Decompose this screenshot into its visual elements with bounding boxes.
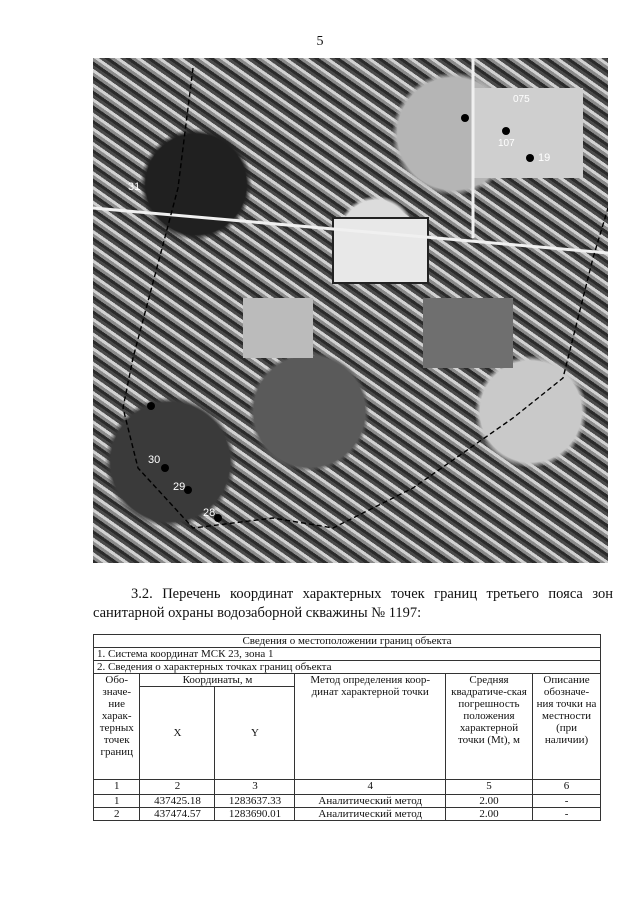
aerial-map-image xyxy=(93,58,608,563)
header-error: Средняя квадратиче-ская погрешность положения характерной точки (Mt), м xyxy=(445,674,532,780)
table-title-row xyxy=(94,635,601,648)
header-designation: Обо-значе-ние харак-терных точек границ xyxy=(94,674,140,780)
caption-text: 3.2. Перечень координат характерных точек границ третьего пояса зон санитарной охраны водозаборной скважины № 1197: xyxy=(93,586,613,621)
error-value: 2.00 xyxy=(445,808,532,821)
map-point-label: 28 xyxy=(203,507,216,519)
header-description: Описание обозначе-ния точки на местности (при наличии) xyxy=(533,674,601,780)
column-number-row xyxy=(94,780,601,795)
point-id: 1 xyxy=(94,795,140,808)
table-row xyxy=(94,808,601,821)
header-method: Метод определения коор-динат характерной точки xyxy=(295,674,445,780)
method-value: Аналитический метод xyxy=(295,808,445,821)
x-value: 437425.18 xyxy=(140,795,215,808)
table-header-row xyxy=(94,674,601,687)
map-building xyxy=(333,218,428,283)
error-value: 2.00 xyxy=(445,795,532,808)
map-point-label: 075 xyxy=(513,94,530,105)
section-caption xyxy=(93,585,613,623)
header-coordinates: Координаты, м xyxy=(140,674,295,687)
boundary-point-marker xyxy=(147,402,155,410)
map-point-label: 30 xyxy=(148,454,161,466)
y-value: 1283690.01 xyxy=(215,808,295,821)
point-id: 2 xyxy=(94,808,140,821)
map-overlay xyxy=(93,58,608,563)
column-number: 2 xyxy=(140,780,215,795)
coordinate-system: 1. Система координат МСК 23, зона 1 xyxy=(94,648,601,661)
table-system-row xyxy=(94,648,601,661)
page-number: 5 xyxy=(316,34,324,49)
map-block xyxy=(423,298,513,368)
table-section-row xyxy=(94,661,601,674)
boundary-point-marker xyxy=(502,127,510,135)
header-y: Y xyxy=(215,687,295,780)
method-value: Аналитический метод xyxy=(295,795,445,808)
column-number: 1 xyxy=(94,780,140,795)
map-point-label: 107 xyxy=(498,138,515,149)
x-value: 437474.57 xyxy=(140,808,215,821)
boundary-point-marker xyxy=(461,114,469,122)
column-number: 4 xyxy=(295,780,445,795)
column-number: 5 xyxy=(445,780,532,795)
map-point-label: 29 xyxy=(173,481,186,493)
boundary-point-marker xyxy=(526,154,534,162)
map-point-label: 19 xyxy=(538,152,551,164)
table-row xyxy=(94,795,601,808)
description-value: - xyxy=(533,795,601,808)
header-x: X xyxy=(140,687,215,780)
y-value: 1283637.33 xyxy=(215,795,295,808)
boundary-point-marker xyxy=(161,464,169,472)
column-number: 3 xyxy=(215,780,295,795)
table-title: Сведения о местоположении границ объекта xyxy=(94,635,601,648)
map-block xyxy=(243,298,313,358)
points-section: 2. Сведения о характерных точках границ объекта xyxy=(94,661,601,674)
map-point-label: 31 xyxy=(128,181,141,193)
column-number: 6 xyxy=(533,780,601,795)
description-value: - xyxy=(533,808,601,821)
coordinates-table xyxy=(93,634,601,821)
